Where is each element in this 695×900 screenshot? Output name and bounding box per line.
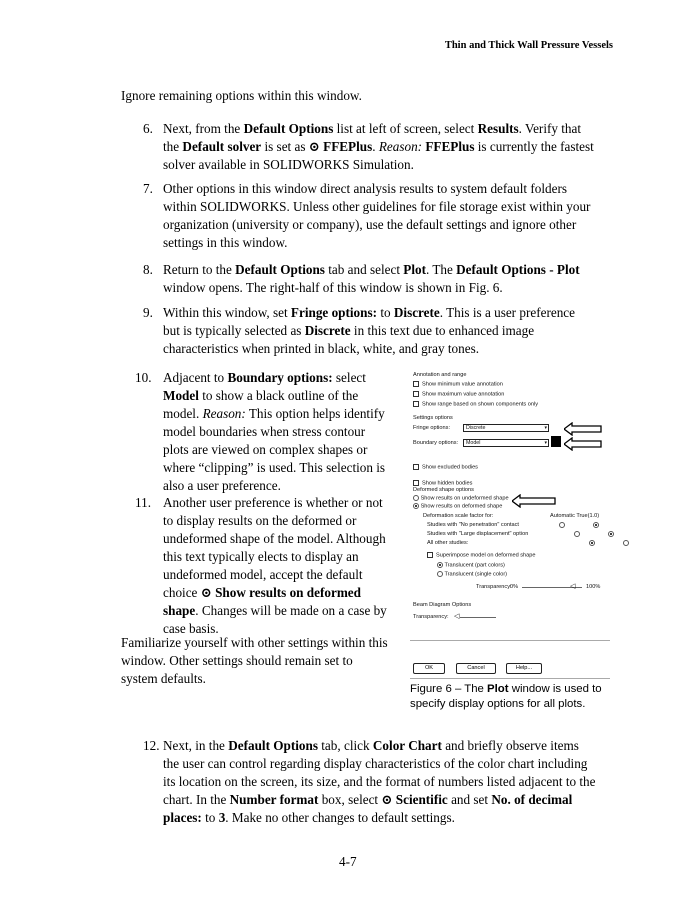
slider-thumb-icon[interactable]: ◁	[454, 613, 460, 620]
step-line: organization (university or company), use the default settings and ignore other	[163, 217, 577, 232]
step-line: this text typically elects to display an	[163, 549, 359, 564]
deformed-title: Deformed shape options	[413, 487, 474, 493]
plot-options-figure	[410, 370, 610, 640]
slider-thumb-icon[interactable]: ◁	[570, 583, 576, 590]
table-row-label: Studies with "No penetration" contact	[427, 522, 519, 528]
step-line: case basis.	[163, 621, 219, 636]
step-line: solver available in SOLIDWORKS Simulation.	[163, 157, 414, 172]
arrow-left-icon	[564, 437, 602, 451]
chevron-down-icon: ▾	[544, 425, 547, 431]
step-line: places: to 3. Make no other changes to default settings.	[163, 810, 455, 825]
checkbox-icon[interactable]	[413, 464, 419, 470]
step-line: undeformed model, accept the default	[163, 567, 363, 582]
checkbox-icon[interactable]	[413, 391, 419, 397]
checkbox-row[interactable]: Show hidden bodies	[413, 480, 472, 486]
boundary-options-select[interactable]: Model ▾	[463, 439, 549, 447]
boundary-label: Boundary options:	[413, 440, 459, 446]
chevron-down-icon: ▾	[544, 440, 547, 446]
annotation-title: Annotation and range	[413, 372, 467, 378]
step-line: Other options in this window direct analysis results to system default folders	[163, 181, 567, 196]
step-line: chart. In the Number format box, select ⊙ Scientific and set No. of decimal	[163, 792, 573, 807]
paragraph-line: system defaults.	[121, 671, 206, 686]
transparency-label: Transparency:	[476, 584, 512, 590]
table-row-label: All other studies:	[427, 540, 469, 546]
radio-selected-icon[interactable]	[593, 522, 599, 528]
step-line: to display results on the deformed or	[163, 513, 357, 528]
step-line: characteristics when printed in black, white, and gray tones.	[163, 341, 480, 356]
step-line: but is typically selected as Discrete in this text due to enhanced image	[163, 323, 535, 338]
page-number: 4-7	[339, 854, 357, 869]
step-line: plots are viewed on complex shapes or	[163, 442, 368, 457]
step-line: also a user preference.	[163, 478, 281, 493]
radio-selected-icon[interactable]	[413, 503, 419, 509]
arrow-left-icon	[564, 422, 602, 436]
checkbox-row[interactable]: Show maximum value annotation	[413, 391, 504, 397]
step-number: 6.	[143, 121, 153, 136]
callout-arrow-boundary	[564, 437, 602, 451]
radio-selected-icon[interactable]	[437, 562, 443, 568]
checkbox-row[interactable]: Superimpose model on deformed shape	[427, 552, 536, 558]
step-line: within SOLIDWORKS. Unless other guidelines for file storage exist within your	[163, 199, 591, 214]
arrow-left-icon	[512, 494, 556, 508]
step-line: Next, in the Default Options tab, click Color Chart and briefly observe items	[163, 738, 579, 753]
radio-icon[interactable]	[413, 495, 419, 501]
divider	[410, 640, 610, 641]
callout-arrow-fringe	[564, 422, 602, 436]
checkbox-icon[interactable]	[413, 381, 419, 387]
figure-caption	[410, 682, 602, 712]
step-number: 11.	[135, 495, 151, 510]
step-line: the user can control regarding display characteristics of the color chart including	[163, 756, 588, 771]
paragraph-line: window. Other settings should remain set to	[121, 653, 353, 668]
paragraph-line: Familiarize yourself with other settings within this	[121, 635, 388, 650]
fringe-label: Fringe options:	[413, 425, 451, 431]
beam-transparency-label: Transparency:	[413, 614, 449, 620]
step-line: the Default solver is set as ⊙ FFEPlus. Reason: FFEPlus is currently the fastest	[163, 139, 594, 154]
radio-icon[interactable]	[437, 571, 443, 577]
radio-selected-icon[interactable]	[608, 531, 614, 537]
intro-text: Ignore remaining options within this window.	[121, 88, 362, 103]
checkbox-icon[interactable]	[413, 480, 419, 486]
step-line: model. Reason: This option helps identify	[163, 406, 385, 421]
settings-title: Settings options	[413, 415, 453, 421]
caption-line: specify display options for all plots.	[410, 698, 586, 710]
beam-slider-track[interactable]	[460, 617, 496, 618]
help-button[interactable]: Help...	[506, 663, 542, 674]
column-headers: Automatic True(1.0)	[550, 513, 600, 519]
step-line: Within this window, set Fringe options: to Discrete. This is a user preference	[163, 305, 576, 320]
step-line: Return to the Default Options tab and select Plot. The Default Options - Plot	[163, 262, 580, 277]
radio-row[interactable]: Show results on deformed shape	[413, 503, 502, 509]
transparency-min: 0%	[510, 584, 519, 590]
transparency-max: 100%	[586, 584, 601, 590]
radio-selected-icon[interactable]	[589, 540, 595, 546]
step-number: 10.	[135, 370, 152, 385]
step-line: choice ⊙ Show results on deformed	[163, 585, 361, 600]
beam-title: Beam Diagram Options	[413, 602, 472, 608]
radio-icon[interactable]	[559, 522, 565, 528]
step-line: model boundaries when stress contour	[163, 424, 366, 439]
step-line: its location on the screen, its size, and the format of numbers listed adjacent to the	[163, 774, 596, 789]
step-line: shape. Changes will be made on a case by	[163, 603, 387, 618]
caption-line: Figure 6 – The Plot window is used to	[410, 683, 602, 695]
step-line: where “clipping” is used. This selection is	[163, 460, 386, 475]
step-line: window opens. The right-half of this window is shown in Fig. 6.	[163, 280, 503, 295]
table-row-label: Studies with "Large displacement" option	[427, 531, 529, 537]
deformation-label: Deformation scale factor for:	[423, 513, 494, 519]
step-line: Model to show a black outline of the	[163, 388, 359, 403]
radio-row[interactable]: Translucent (part colors)	[437, 562, 505, 568]
cancel-button[interactable]: Cancel	[456, 663, 496, 674]
step-number: 12.	[143, 738, 160, 753]
checkbox-icon[interactable]	[427, 552, 433, 558]
step-line: Another user preference is whether or not	[163, 495, 383, 510]
step-line: settings in this window.	[163, 235, 288, 250]
black-swatch	[551, 436, 561, 447]
divider	[410, 678, 610, 679]
step-line: Adjacent to Boundary options: select	[163, 370, 366, 385]
callout-arrow-deformed	[512, 494, 556, 508]
radio-icon[interactable]	[574, 531, 580, 537]
step-number: 8.	[143, 262, 153, 277]
radio-row[interactable]: Show results on undeformed shape	[413, 495, 509, 501]
checkbox-icon[interactable]	[413, 401, 419, 407]
fringe-options-select[interactable]: Discrete ▾	[463, 424, 549, 432]
checkbox-row[interactable]: Show minimum value annotation	[413, 381, 503, 387]
step-line: Next, from the Default Options list at left of screen, select Results. Verify that	[163, 121, 582, 136]
step-number: 9.	[143, 305, 153, 320]
checkbox-row[interactable]: Show excluded bodies	[413, 464, 478, 470]
checkbox-row[interactable]: Show range based on shown components only	[413, 401, 538, 407]
step-number: 7.	[143, 181, 153, 196]
step-line: undeformed shape of the model. Although	[163, 531, 386, 546]
ok-button[interactable]: OK	[413, 663, 445, 674]
familiarize-paragraph	[121, 634, 388, 688]
radio-icon[interactable]	[623, 540, 629, 546]
running-header: Thin and Thick Wall Pressure Vessels	[444, 40, 613, 51]
radio-row[interactable]: Translucent (single color)	[437, 571, 507, 577]
